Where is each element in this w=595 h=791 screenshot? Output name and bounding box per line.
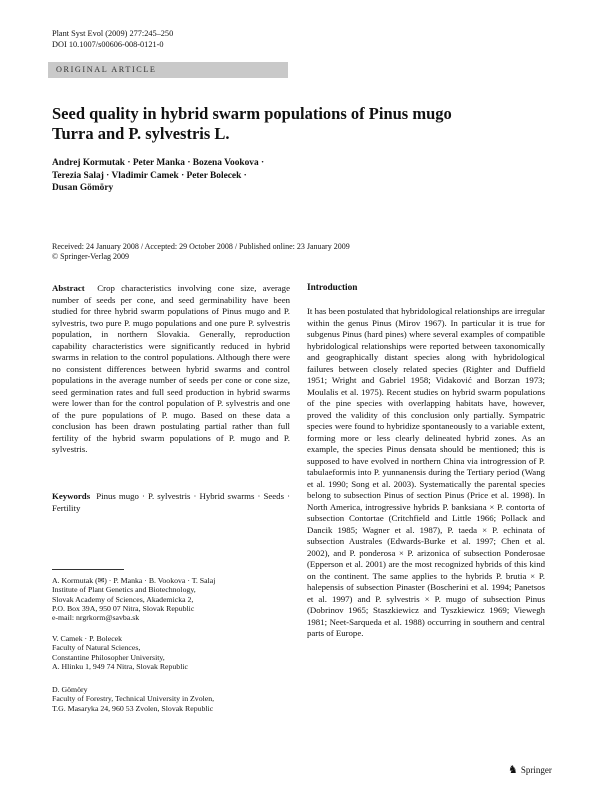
doi: DOI 10.1007/s00606-008-0121-0	[52, 40, 164, 49]
affiliation-line: Constantine Philosopher University,	[52, 652, 165, 662]
affiliation-line: P.O. Box 39A, 950 07 Nitra, Slovak Republic	[52, 603, 195, 613]
publisher-logo	[508, 763, 552, 776]
affiliation-line: Faculty of Forestry, Technical University in Zvolen,	[52, 694, 215, 704]
affiliation-block	[52, 634, 292, 671]
introduction-heading: Introduction	[307, 283, 358, 293]
affiliation-line: V. Camek · P. Bolecek	[52, 634, 123, 643]
springer-horse-icon: ♞	[508, 764, 518, 776]
article-type-banner	[48, 62, 288, 78]
author-line: Terezia Salaj · Vladimir Camek · Peter Bolecek ·	[52, 170, 247, 181]
affiliation-line: A. Hlinku 1, 949 74 Nitra, Slovak Republic	[52, 661, 188, 671]
keywords	[52, 491, 290, 514]
footnote-rule	[52, 569, 124, 570]
abstract-text: Crop characteristics involving cone size, average number of seeds per cone, and seed germinability have been studied for three hybrid swarm populations of Pinus mugo and P. sylvestris, two pure P. mugo populations and one pure P. sylvestris population, in northern Slovakia. Generally, reproduction capability characteristics were significantly reduced in hybrid swarms in relation to the control populations. Although there were no consistent differences between hybrid swarms and control populations in the average number of seeds per cone or cone size, seed germination rates and full seed production in hybrid swarms were lower than for the control population of P. sylvestris and one of the pure populations of P. mugo. Based on these data a conclusion has been drawn postulating partial rather than full fertility of the hybrid swarm populations of P. mugo and P. sylvestris.	[52, 283, 290, 454]
article-type-label: ORIGINAL ARTICLE	[56, 65, 157, 74]
author-list	[52, 157, 322, 195]
affiliation-line: D. Gömöry	[52, 685, 88, 694]
email-link[interactable]: e-mail: nrgrkorm@savba.sk	[52, 613, 140, 623]
affiliation-line: Faculty of Natural Sciences,	[52, 643, 141, 653]
affiliation-block	[52, 576, 292, 622]
affiliation-line: Institute of Plant Genetics and Biotechnology,	[52, 585, 196, 595]
journal-header	[52, 28, 173, 50]
author-line: Dusan Gömöry	[52, 183, 114, 193]
introduction-text: It has been postulated that hybridological relationships are irregular within the genus Pinus (Mirov 1967). In particular it is true for subgenus Pinus (hard pines) where several examples of compatible hybridological relationships were reported between taxonomically and geographically distant species along with hybridological failures between closely related species (Righter and Duffield 1951; Wright and Gabriel 1958; Vidaković and Borzan 1973; Moulalis et al. 1975). Recent studies on hybrid swarm populations of the pine species with overlapping habitats have, however, proved the validity of this conclusion only partially. Sympatric species were found to hybridize spontaneously to a variable extent, forming more or less clearly delineated hybrid zones. As an example, the species Pinus densata should be mentioned; this is supposed to have evolved in northern China via introgression of P. tabulaeformis into P. yunnanensis during the Tertiary period (Wang et al. 1990; Song et al. 2003). Systematically the parental species belong to subsection Pinus of section Pinus (Price et al. 1998). In North America, introgressive hybrids P. banksiana × P. contorta of subsection Contortae (Critchfield and Little 1966; Pollack and Dancik 1985; Wagner et al. 1987), P. taeda × P. echinata of subsection Australes (Edwards-Burke et al. 1997; Chen et al. 2002), and P. ponderosa × P. arizonica of subsection Ponderosae (Epperson et al. 2001) are the most recognized hybrids of this kind on the continent. The same applies to the hybrids P. brutia × P. halepensis of subsection Pinaster (Boscherini et al. 1994; Panetsos et al. 1997) and P. sylvestris × P. mugo of subsection Pinus (Dobrinov 1965; Staszkiewicz and Tyszkiewicz 1969; Viewegh 1981; Neet-Sarqueda et al. 1988) occurring in southern and central parts of Europe.	[307, 306, 545, 638]
affiliation-line: T.G. Masaryka 24, 960 53 Zvolen, Slovak Republic	[52, 703, 214, 713]
history-dates: Received: 24 January 2008 / Accepted: 29 October 2008 / Published online: 23 January 2009	[52, 242, 350, 251]
keywords-heading: Keywords	[52, 491, 91, 501]
article-title	[52, 104, 522, 144]
author-line: Andrej Kormutak · Peter Manka · Bozena Vookova ·	[52, 158, 265, 168]
affiliation-line: Slovak Academy of Sciences, Akademicka 2,	[52, 594, 194, 604]
abstract	[52, 283, 290, 456]
title-line-1: Seed quality in hybrid swarm populations of Pinus mugo	[52, 104, 452, 123]
publisher-name: Springer	[520, 765, 552, 775]
keywords-text: Pinus mugo · P. sylvestris · Hybrid swarms · Seeds · Fertility	[52, 491, 290, 513]
publication-dates	[52, 242, 552, 262]
affiliation-line: A. Kormutak (✉) · P. Manka · B. Vookova · T. Salaj	[52, 576, 216, 585]
affiliation-block	[52, 685, 292, 713]
copyright: © Springer-Verlag 2009	[52, 252, 130, 261]
title-line-2: Turra and P. sylvestris L.	[52, 124, 230, 143]
abstract-heading: Abstract	[52, 283, 85, 293]
journal-citation: Plant Syst Evol (2009) 277:245–250	[52, 29, 174, 38]
